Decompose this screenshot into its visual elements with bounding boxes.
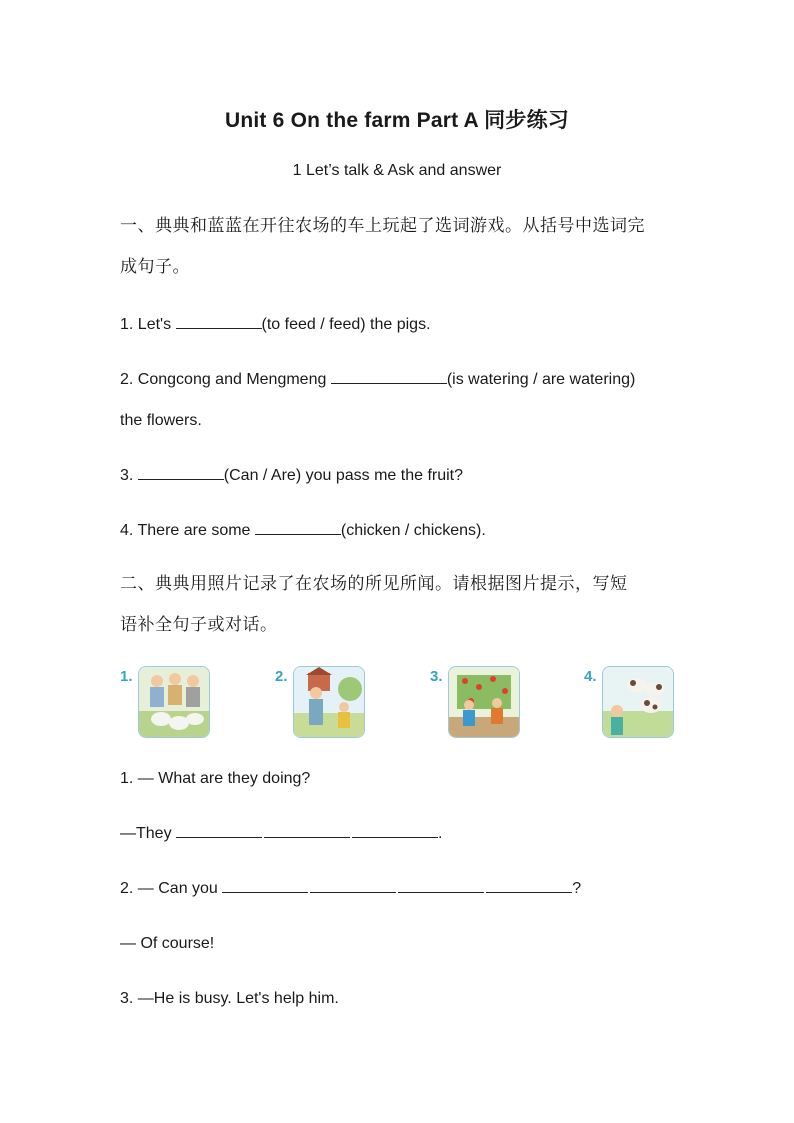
question-1-before: 1. Let's [120,316,176,333]
dialog-3-question: 3. —He is busy. Let's help him. [120,990,339,1007]
dialog-2-question [120,878,680,900]
answer-blank-d1-1[interactable] [176,823,262,838]
dialog-2-question-before: 2. — Can you [120,880,223,897]
worksheet-title: Unit 6 On the farm Part A 同步练习 [225,109,569,132]
picture-item-4 [582,664,692,738]
dialog-2-answer: — Of course! [120,935,215,952]
dialog-1-question: 1. — What are they doing? [120,770,311,787]
question-4-before: 4. There are some [120,522,255,539]
picture-number: 3. [430,668,443,685]
answer-blank-d2-4[interactable] [486,878,572,893]
question-1 [120,314,680,336]
worksheet-subtitle: 1 Let’s talk & Ask and answer [292,162,502,179]
picture-item-2 [273,664,383,738]
question-2 [120,369,680,391]
picture-item-1 [118,664,228,738]
children-picking-tomatoes-picture [448,666,520,738]
section1-heading-line1: 一、典典和蓝蓝在开往农场的车上玩起了选词游戏。从括号中选词完 [120,216,645,236]
question-2-before: 2. Congcong and Mengmeng [120,371,331,388]
answer-blank-d2-1[interactable] [222,878,308,893]
answer-blank-4[interactable] [255,520,341,535]
question-4 [120,520,680,542]
dialog-2-question-after: ? [572,880,582,897]
answer-blank-2[interactable] [331,369,447,384]
picture-number: 1. [120,668,133,685]
section2-heading-line2: 语补全句子或对话。 [120,615,278,635]
question-3-after: (Can / Are) you pass me the fruit? [223,467,464,484]
child-with-cows-picture [602,666,674,738]
section2-heading [120,564,680,646]
answer-blank-3[interactable] [138,465,224,480]
dialog-1-answer [120,823,680,845]
dialog-1-answer-after: . [438,825,443,842]
picture-number: 4. [584,668,597,685]
section1-heading [120,206,680,288]
question-4-after: (chicken / chickens). [340,522,486,539]
picture-number: 2. [275,668,288,685]
answer-blank-d1-3[interactable] [352,823,438,838]
question-3 [120,465,680,487]
farmers-with-sheep-picture [138,666,210,738]
section1-heading-line2: 成句子。 [120,257,190,277]
answer-blank-1[interactable] [176,314,262,329]
farmer-and-child-picture [293,666,365,738]
question-2-after: (is watering / are watering) [446,371,636,388]
picture-row [118,664,678,738]
dialog-1-answer-before: —They [120,825,177,842]
question-2-line2: the flowers. [120,412,202,429]
answer-blank-d2-2[interactable] [310,878,396,893]
answer-blank-d2-3[interactable] [398,878,484,893]
section2-heading-line1: 二、典典用照片记录了在农场的所见所闻。请根据图片提示，写短 [120,574,628,594]
answer-blank-d1-2[interactable] [264,823,350,838]
picture-item-3 [428,664,538,738]
question-1-after: (to feed / feed) the pigs. [261,316,431,333]
question-3-before: 3. [120,467,138,484]
